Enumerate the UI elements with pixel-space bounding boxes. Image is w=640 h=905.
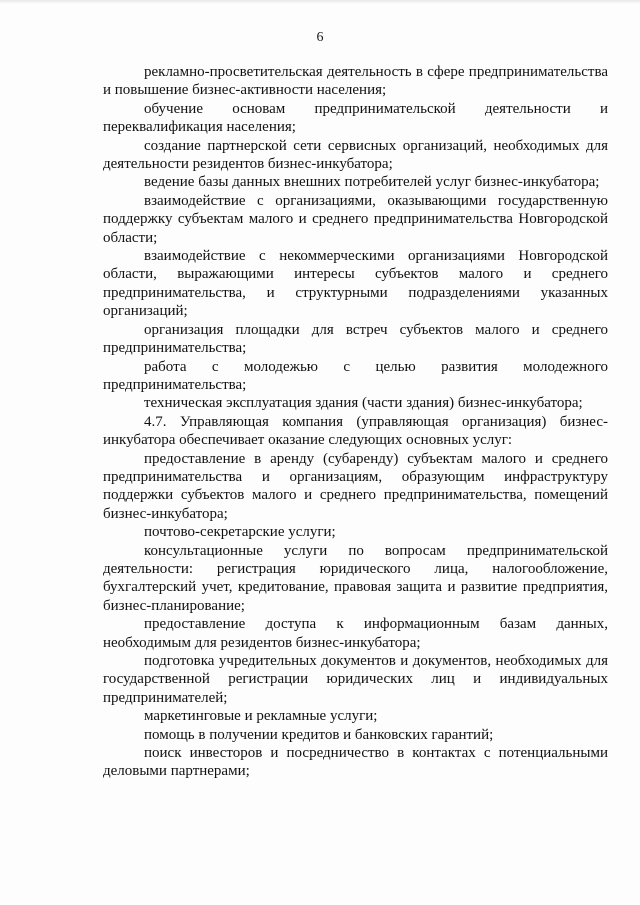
paragraph-12: почтово-секретарские услуги;: [144, 524, 336, 541]
paragraph-6: взаимодействие с некоммерческими организациями Новгородской области, выражающими интересы субъектов малого и среднего предпринимательства, и структурными подразделениями указанных организаций;: [103, 248, 608, 320]
paragraph-18: поиск инвесторов и посредничество в контактах с потенциальными деловыми партнерами;: [103, 745, 608, 780]
paragraph-9: техническая эксплуатация здания (части здания) бизнес-инкубатора;: [144, 395, 583, 412]
paragraph-15: подготовка учредительных документов и документов, необходимых для государственной регистрации юридических лиц и индивидуальных предпринимателей;: [103, 653, 608, 706]
paragraph-4: ведение базы данных внешних потребителей услуг бизнес-инкубатора;: [144, 174, 600, 191]
paragraph-8: работа с молодежью с целью развития молодежного предпринимательства;: [103, 358, 608, 393]
paragraph-16: маркетинговые и рекламные услуги;: [144, 708, 378, 725]
paragraph-13: консультационные услуги по вопросам предпринимательской деятельности: регистрация юридического лица, налогообложение, бухгалтерский учет, кредитование, правовая защита и развитие предприятия, бизнес-планирование;: [103, 542, 608, 614]
page-number: 6: [316, 30, 324, 45]
paragraph-11: предоставление в аренду (субаренду) субъектам малого и среднего предпринимательства и организациям, образующим инфраструктуру поддержки субъектов малого и среднего предпринимательства, помещений бизнес-инкубатора;: [103, 450, 608, 522]
paragraph-2: обучение основам предпринимательской деятельности и переквалификация населения;: [103, 100, 608, 136]
paragraph-14: предоставление доступа к информационным базам данных, необходимым для резидентов бизнес-инкубатора;: [103, 616, 608, 651]
paragraph-5: взаимодействие с организациями, оказывающими государственную поддержку субъектам малого и среднего предпринимательства Новгородской области;: [103, 192, 608, 246]
paragraph-7: организация площадки для встреч субъектов малого и среднего предпринимательства;: [103, 321, 608, 357]
paragraph-17: помощь в получении кредитов и банковских гарантий;: [144, 726, 494, 743]
paragraph-1: рекламно-просветительская деятельность в сфере предпринимательства и повышение бизнес-активности населения;: [103, 64, 608, 99]
paragraph-3: создание партнерской сети сервисных организаций, необходимых для деятельности резидентов бизнес-инкубатора;: [103, 137, 608, 173]
document-body: [103, 63, 608, 781]
paragraph-10: 4.7. Управляющая компания (управляющая организация) бизнес-инкубатора обеспечивает оказание следующих основных услуг:: [103, 413, 608, 449]
scan-edge: [0, 0, 640, 4]
